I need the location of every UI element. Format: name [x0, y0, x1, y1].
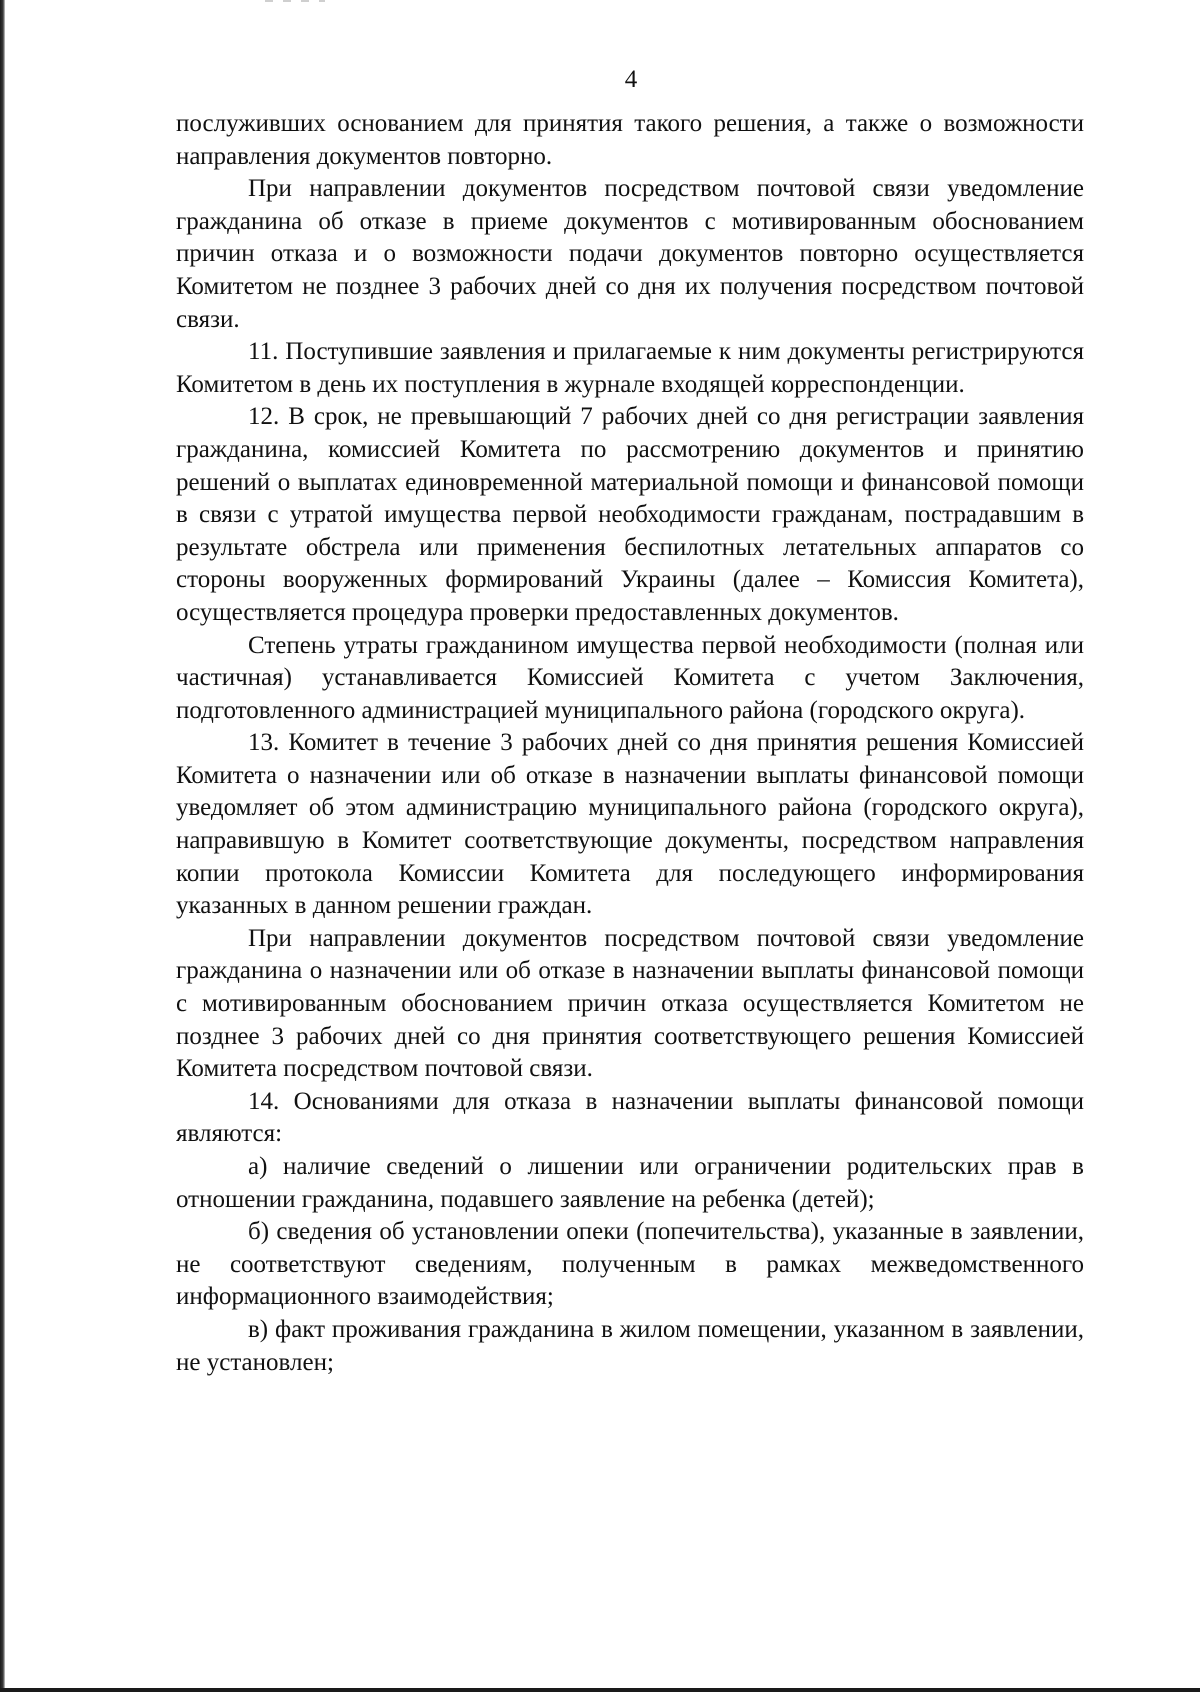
- page-number: 4: [624, 66, 638, 93]
- paragraph-4: 12. В срок, не превышающий 7 рабочих дней со дня регистрации заявления гражданина, комиссией Комитета по рассмотрению документов и принятию решений о выплатах единовременной материальной помощи и финансовой помощи в связи с утратой имущества первой необходимости гражданам, пострадавшим в результате обстрела или применения беспилотных летательных аппаратов со стороны вооруженных формирований Украины (далее – Комиссия Комитета), осуществляется процедура проверки предоставленных документов.: [176, 403, 1084, 626]
- scan-edge-left: [0, 0, 5, 1692]
- paragraph-11: в) факт проживания гражданина в жилом помещении, указанном в заявлении, не установлен;: [176, 1315, 1084, 1376]
- paragraph-3: 11. Поступившие заявления и прилагаемые к ним документы регистрируются Комитетом в день их поступления в журнале входящей корреспонденции.: [176, 338, 1084, 398]
- paragraph-2: При направлении документов посредством почтовой связи уведомление гражданина об отказе в приеме документов с мотивированным обоснованием причин отказа и о возможности подачи документов повторно осуществляется Комитетом не позднее 3 рабочих дней со дня их получения посредством почтовой связи.: [176, 175, 1084, 333]
- paragraph-9: а) наличие сведений о лишении или ограничении родительских прав в отношении гражданина, подавшего заявление на ребенка (детей);: [176, 1153, 1084, 1213]
- scan-edge-bottom: [0, 1688, 1200, 1692]
- paragraph-1: послуживших основанием для принятия такого решения, а также о возможности направления документов повторно.: [176, 110, 1084, 170]
- scan-mark-top: [265, 0, 325, 2]
- paragraph-7: При направлении документов посредством почтовой связи уведомление гражданина о назначении или об отказе в назначении выплаты финансовой помощи с мотивированным обоснованием причин отказа осуществляется Комитетом не позднее 3 рабочих дней со дня принятия соответствующего решения Комиссией Комитета посредством почтовой связи.: [176, 924, 1084, 1083]
- paragraph-8: 14. Основаниями для отказа в назначении выплаты финансовой помощи являются:: [176, 1087, 1084, 1148]
- paragraph-10: б) сведения об установлении опеки (попечительства), указанные в заявлении, не соответствуют сведениям, полученным в рамках межведомственного информационного взаимодействия;: [176, 1218, 1084, 1311]
- paragraph-5: Степень утраты гражданином имущества первой необходимости (полная или частичная) устанавливается Комиссией Комитета с учетом Заключения, подготовленного администрацией муниципального района (городского округа).: [176, 631, 1084, 724]
- paragraph-6: 13. Комитет в течение 3 рабочих дней со дня принятия решения Комиссией Комитета о назначении или об отказе в назначении выплаты финансовой помощи уведомляет об этом администрацию муниципального района (городского округа), направившую в Комитет соответствующие документы, посредством направления копии протокола Комиссии Комитета для последующего информирования указанных в данном решении граждан.: [176, 729, 1084, 920]
- document-body: [176, 108, 1084, 1379]
